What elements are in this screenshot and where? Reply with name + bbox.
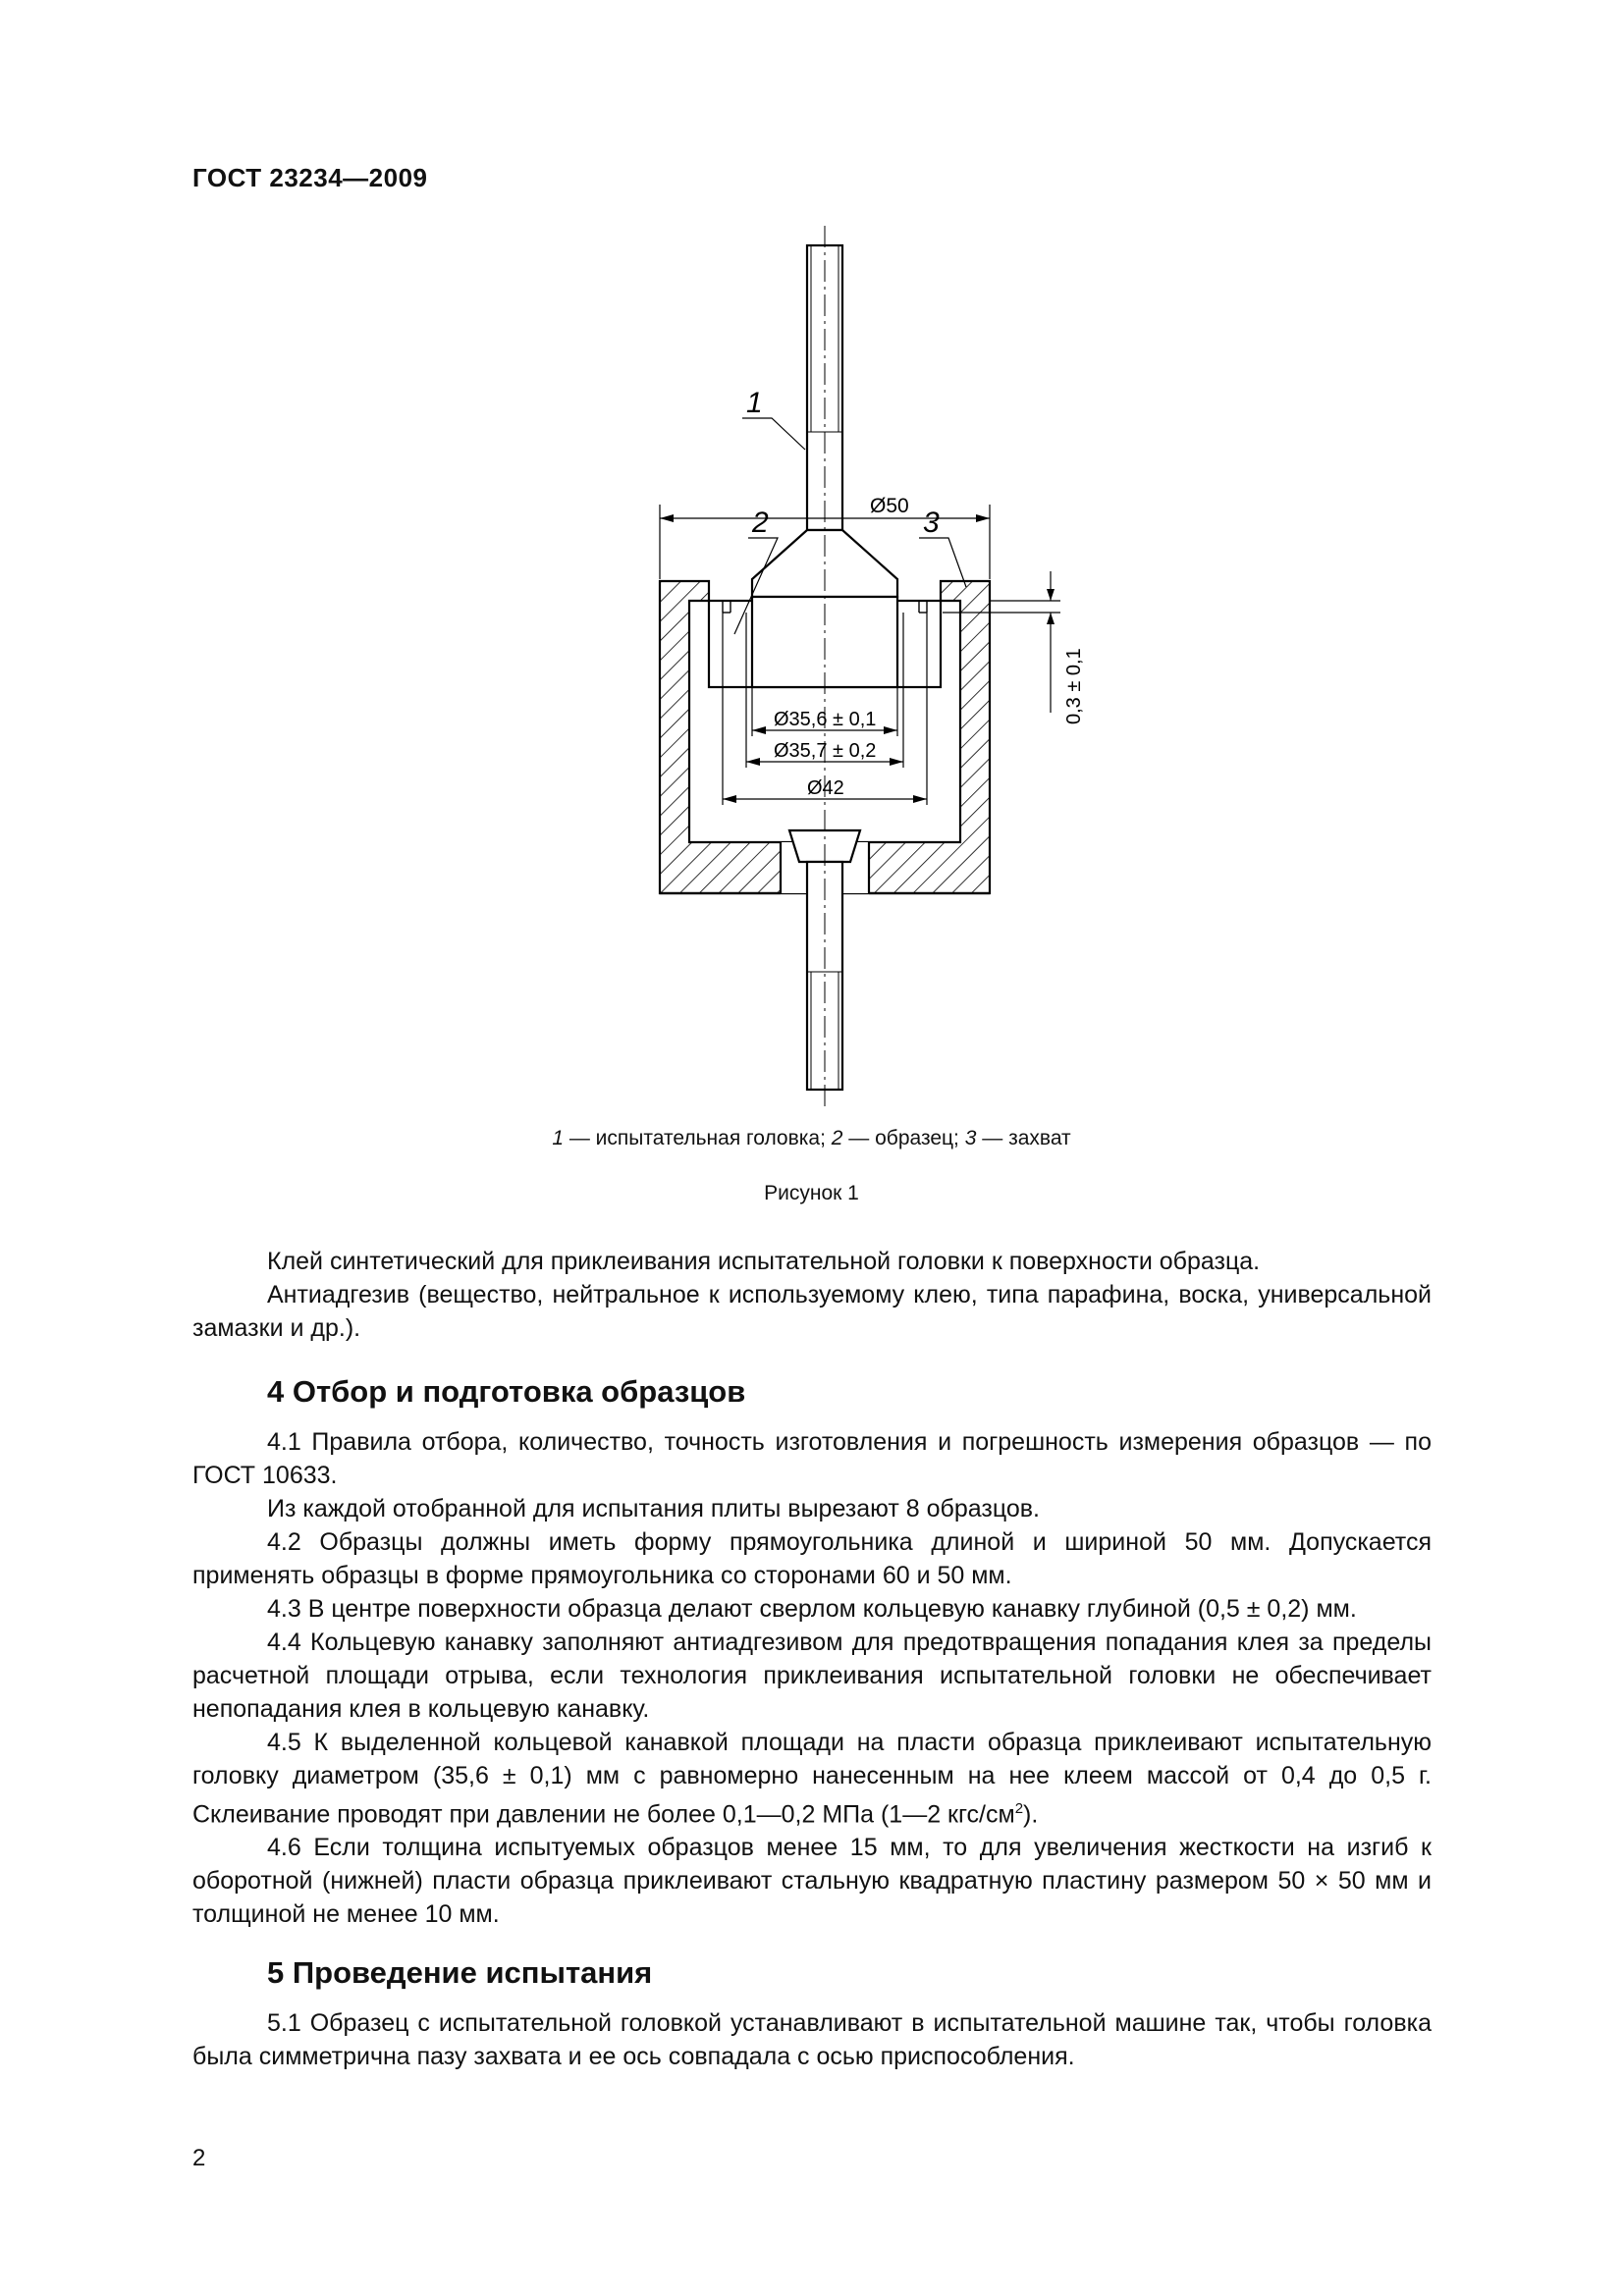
materials-text bbox=[192, 1245, 1432, 1345]
dim-d50: Ø50 bbox=[870, 495, 909, 517]
paragraph: 4.1 Правила отбора, количество, точность изготовления и погрешность измерения образцов — по ГОСТ 10633. bbox=[192, 1428, 1432, 1489]
document-header: ГОСТ 23234—2009 bbox=[192, 163, 428, 192]
paragraph: Антиадгезив (вещество, нейтральное к используемому клею, типа парафина, воска, универсальной замазки и др.). bbox=[192, 1281, 1432, 1342]
superscript: 2 bbox=[1014, 1800, 1024, 1817]
caption-text-1: — испытательная головка; bbox=[564, 1127, 832, 1149]
dim-d356: Ø35,6 ± 0,1 bbox=[774, 709, 877, 730]
paragraph: 4.4 Кольцевую канавку заполняют антиадгезивом для предотвращения попадания клея за пределы расчетной площади отрыва, если технология приклеивания испытательной головки не обеспечивает непопадания клея в кольцевую канавку. bbox=[192, 1629, 1432, 1723]
caption-text-3: — захват bbox=[976, 1127, 1071, 1149]
paragraph-text: ). bbox=[1023, 1800, 1039, 1829]
caption-num-2: 2 bbox=[831, 1127, 843, 1149]
page-number: 2 bbox=[192, 2145, 206, 2171]
paragraph: Клей синтетический для приклеивания испытательной головки к поверхности образца. bbox=[267, 1248, 1261, 1275]
paragraph: 4.3 В центре поверхности образца делают сверлом кольцевую канавку глубиной (0,5 ± 0,2) мм. bbox=[267, 1595, 1357, 1623]
dim-depth: 0,3 ± 0,1 bbox=[1063, 648, 1085, 724]
figure-caption bbox=[0, 1127, 1623, 1150]
dim-d42: Ø42 bbox=[807, 777, 844, 799]
figure-1-drawing bbox=[550, 226, 1100, 1109]
section-4-heading: 4 Отбор и подготовка образцов bbox=[267, 1374, 746, 1409]
label-3: 3 bbox=[923, 507, 940, 539]
dim-d357: Ø35,7 ± 0,2 bbox=[774, 740, 877, 762]
paragraph: Из каждой отобранной для испытания плиты вырезают 8 образцов. bbox=[267, 1495, 1040, 1522]
figure-title: Рисунок 1 bbox=[764, 1182, 859, 1204]
section-5-heading: 5 Проведение испытания bbox=[267, 1955, 653, 1990]
section-5 bbox=[192, 1953, 1432, 2073]
paragraph-text: 4.5 К выделенной кольцевой канавкой площади на пласти образца приклеивают испытательную головку диаметром (35,6 ± 0,1) мм с равномерно нанесенным на нее клеем массой от 0,4 до 0,5 г. Склеивание проводят при давлении не более 0,1—0,2 МПа (1—2 кгс/см bbox=[192, 1729, 1432, 1829]
paragraph: 4.2 Образцы должны иметь форму прямоугольника длиной и шириной 50 мм. Допускается применять образцы в форме прямоугольника со сторонами 60 и 50 мм. bbox=[192, 1528, 1432, 1589]
paragraph bbox=[192, 1726, 1432, 1831]
label-2: 2 bbox=[752, 507, 769, 539]
caption-num-1: 1 bbox=[552, 1127, 565, 1149]
paragraph: 5.1 Образец с испытательной головкой устанавливают в испытательной машине так, чтобы головка была симметрична пазу захвата и ее ось совпадала с осью приспособления. bbox=[192, 2009, 1432, 2070]
label-1: 1 bbox=[746, 387, 763, 419]
caption-text-2: — образец; bbox=[842, 1127, 965, 1149]
section-4 bbox=[192, 1372, 1432, 1931]
caption-num-3: 3 bbox=[964, 1127, 977, 1149]
paragraph: 4.6 Если толщина испытуемых образцов менее 15 мм, то для увеличения жесткости на изгиб к оборотной (нижней) пласти образца приклеивают стальную квадратную пластину размером 50 × 50 мм и толщиной не менее 10 мм. bbox=[192, 1834, 1432, 1929]
